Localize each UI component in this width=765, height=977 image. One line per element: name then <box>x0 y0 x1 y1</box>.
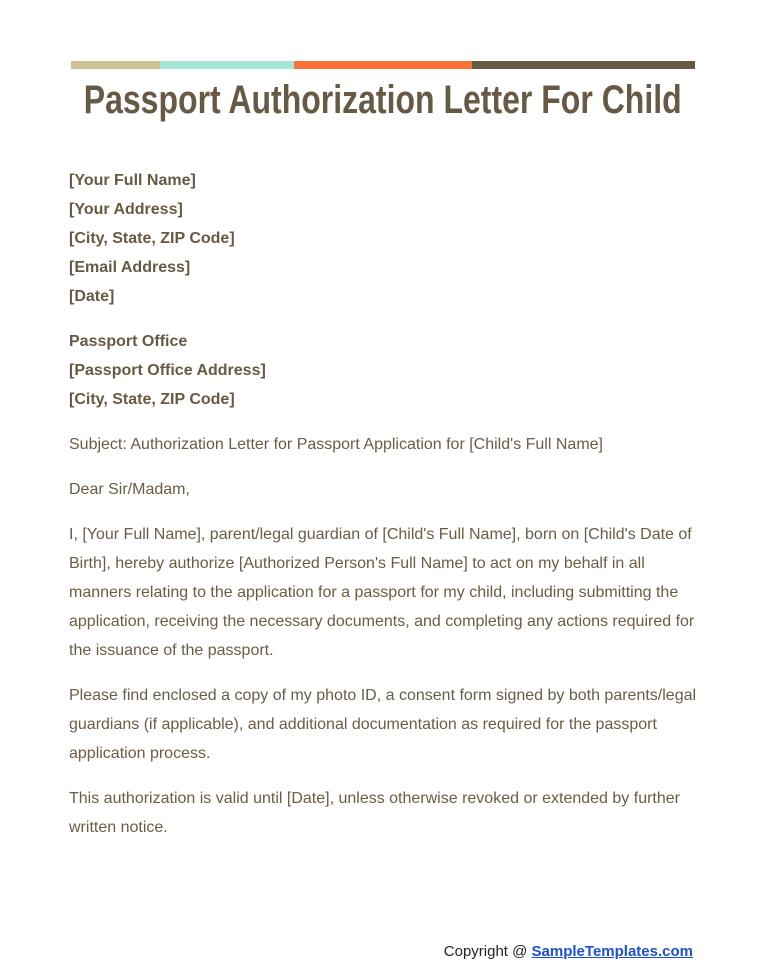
bar-segment-brown <box>472 61 695 69</box>
salutation: Dear Sir/Madam, <box>69 481 190 498</box>
decorative-color-bar <box>71 61 695 69</box>
copyright-footer <box>444 943 693 960</box>
paragraph-authorization: I, [Your Full Name], parent/legal guardian of [Child's Full Name], born on [Child's Date of Birth], hereby authorize [Authorized Person's Full Name] to act on my behalf in all manners relating to the application for a passport for my child, including submitting the application, receiving the necessary documents, and completing any actions required for the issuance of the passport. <box>69 526 695 659</box>
sender-email: [Email Address] <box>69 259 191 276</box>
bar-segment-tan <box>71 61 160 69</box>
recipient-city: [City, State, ZIP Code] <box>69 391 235 408</box>
sender-city: [City, State, ZIP Code] <box>69 230 235 247</box>
sender-block <box>69 166 699 311</box>
copyright-text: Copyright @ <box>443 943 532 960</box>
recipient-block <box>69 327 699 414</box>
paragraph-validity: This authorization is valid until [Date], unless otherwise revoked or extended by further written notice. <box>69 790 680 836</box>
sender-date: [Date] <box>69 288 115 305</box>
recipient-name: Passport Office <box>69 333 188 350</box>
sender-name: [Your Full Name] <box>69 172 196 189</box>
bar-segment-mint <box>160 61 294 69</box>
paragraph-enclosures: Please find enclosed a copy of my photo ID, a consent form signed by both parents/legal guardians (if applicable), and additional documentation as required for the passport application process. <box>69 687 697 762</box>
sender-address: [Your Address] <box>69 201 183 218</box>
recipient-address: [Passport Office Address] <box>69 362 266 379</box>
page-title <box>0 78 765 123</box>
bar-segment-orange <box>294 61 472 69</box>
title-text: Passport Authorization Letter For Child <box>83 78 682 122</box>
subject-line: Subject: Authorization Letter for Passport Application for [Child's Full Name] <box>69 436 603 453</box>
sampletemplates-link[interactable]: SampleTemplates.com <box>531 943 693 960</box>
letter-body <box>69 166 699 858</box>
